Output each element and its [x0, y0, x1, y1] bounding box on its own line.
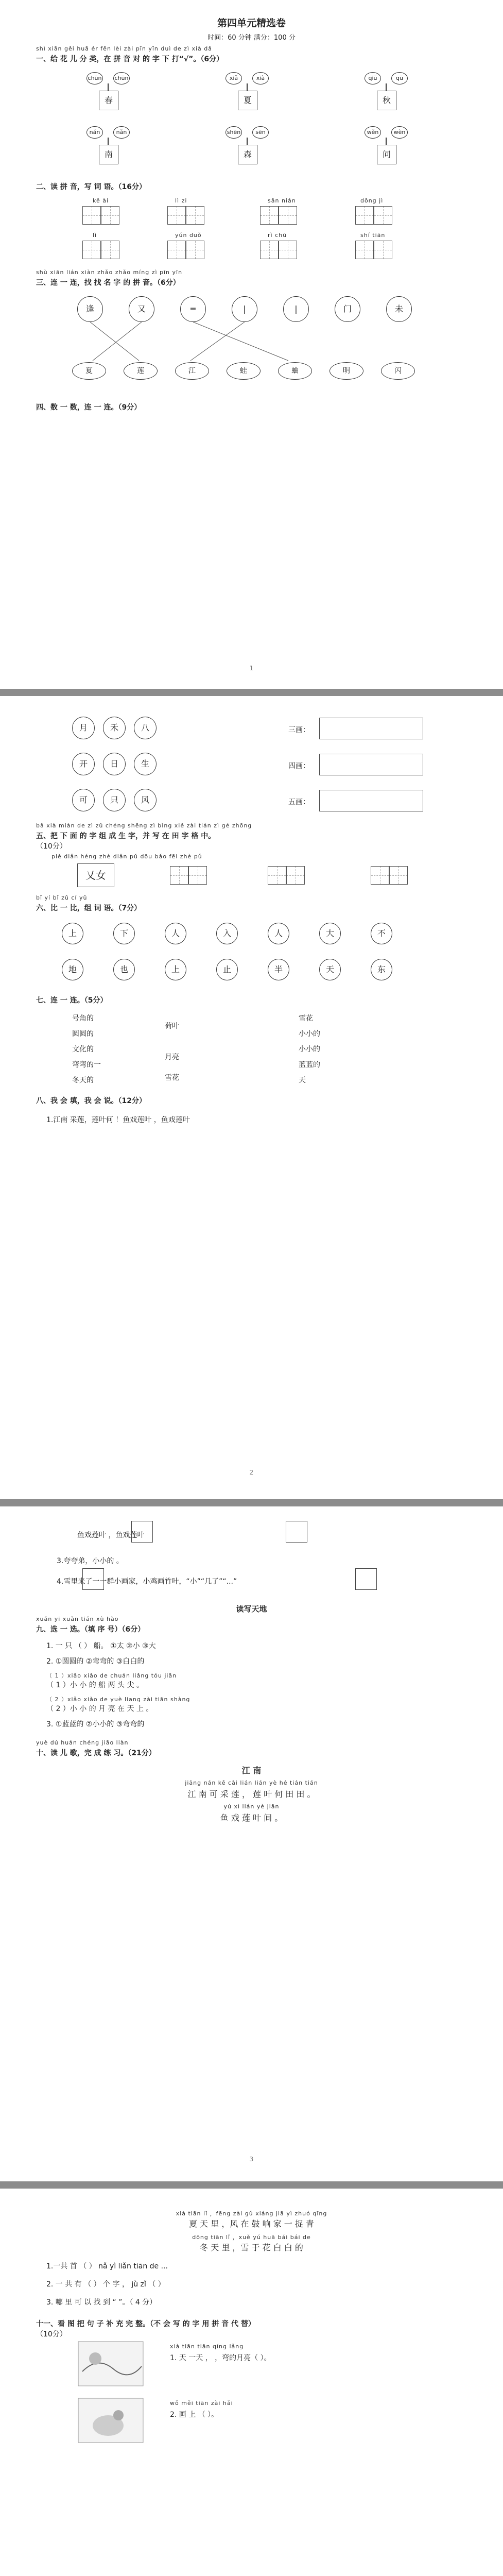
match-mid[interactable]: 雪花	[165, 1074, 179, 1082]
word-oval[interactable]: 夏	[72, 362, 106, 380]
answer-box[interactable]	[319, 718, 423, 739]
apple[interactable]: 风	[134, 789, 157, 811]
char-circle[interactable]: 未	[386, 296, 412, 322]
flower-char: 南	[99, 145, 118, 164]
apple: 上	[62, 923, 83, 944]
q1-prompt: 一、给 花 儿 分 类，在 拼 音 对 的 字 下 打“√”。（6分）	[36, 55, 224, 63]
q2-pinyin: yún duǒ	[175, 232, 202, 239]
q3-pinyin: shù xiān lián xiàn zhǎo zhǎo míng zì pīn yīn	[36, 269, 183, 276]
match-left[interactable]: 号角的	[72, 1014, 94, 1023]
q11-2-pinyin: wǒ měi tiān zài hǎi	[170, 2400, 233, 2406]
word-oval[interactable]: 莲	[124, 362, 158, 380]
apple[interactable]: 生	[134, 753, 157, 775]
q7-prompt: 七、连 一 连。（5分）	[36, 996, 108, 1005]
match-lines	[0, 0, 503, 392]
q2-pinyin: rì chū	[268, 232, 287, 239]
q2-pinyin: kě ài	[93, 197, 109, 204]
page-separator	[0, 689, 503, 696]
pinyin-option[interactable]: wèn	[391, 126, 408, 139]
writing-box[interactable]	[371, 866, 389, 885]
stroke-label: 三画：	[288, 726, 310, 734]
match-right[interactable]: 蓝蓝的	[299, 1061, 320, 1069]
match-mid[interactable]: 荷叶	[165, 1022, 179, 1030]
apple: 天	[319, 959, 341, 980]
match-left[interactable]: 冬天的	[72, 1076, 94, 1084]
q8-prompt: 八、我 会 填，我 会 说。（12分）	[36, 1097, 146, 1105]
flower-char: 夏	[238, 91, 257, 110]
q8-line3: 3.夸夸弟，小小的 。	[57, 1557, 124, 1565]
answer-box[interactable]	[355, 1568, 377, 1590]
answer-box[interactable]	[131, 1521, 153, 1543]
apple: 地	[62, 959, 83, 980]
answer-box[interactable]	[319, 790, 423, 811]
apple: 东	[371, 959, 392, 980]
q10-item: 1.一共 首 （ ） nǎ yì liǎn tiān de ...	[46, 2262, 168, 2270]
char-circle[interactable]: 门	[335, 296, 360, 322]
q4-prompt: 四、数 一 数，连 一 连。（9分）	[36, 403, 142, 412]
q10-prompt: 十、读 儿 歌，完 成 练 习。（21分）	[36, 1749, 156, 1757]
pinyin-option[interactable]: nán	[86, 126, 103, 139]
scene-picture-2	[77, 2397, 144, 2444]
word-oval[interactable]: 江	[175, 362, 209, 380]
exam-title: 第四单元精选卷	[217, 18, 286, 29]
writing-box[interactable]	[286, 866, 305, 885]
apple: 不	[371, 923, 392, 944]
q8-line2: 鱼戏莲叶 ，鱼戏莲叶	[77, 1531, 145, 1539]
q2-pinyin: dōng jì	[360, 197, 384, 204]
pinyin-option[interactable]: wěn	[365, 126, 381, 139]
apple: 上	[165, 959, 186, 980]
word-oval[interactable]: 蛐	[278, 362, 312, 380]
poem-pinyin: dōng tiān lǐ ，xuě yú huā bái bái de	[192, 2234, 311, 2241]
apple: 下	[113, 923, 135, 944]
q5-example-pinyin: piě diǎn héng zhè diǎn pǔ dōu bǎo fēi zhè pǔ	[51, 853, 202, 860]
match-right[interactable]: 小小的	[299, 1030, 320, 1038]
apple: 止	[216, 959, 238, 980]
answer-box[interactable]	[319, 754, 423, 775]
q9-item: （ 2 ）xiǎo xiǎo de yuè liang zài tiān shàng	[46, 1696, 190, 1703]
q11-2: 2. 画 上 （ ）。	[170, 2411, 219, 2419]
q5-pinyin: bǎ xià miàn de zì zǔ chéng shēng zì bìng xiě zài tián zì gé zhōng	[36, 822, 252, 829]
q2-prompt: 二、读 拼 音，写 词 语。（16分）	[36, 183, 146, 191]
apple: 人	[268, 923, 289, 944]
q2-pinyin: shí tiān	[360, 232, 386, 239]
answer-box[interactable]	[82, 1568, 104, 1590]
q3-prompt: 三、连 一 连，找 找 名 字 的 拼 音。（6分）	[36, 279, 180, 287]
pinyin-option[interactable]: shēn	[226, 126, 242, 139]
page-1	[0, 0, 503, 689]
word-oval[interactable]: 明	[329, 362, 363, 380]
q9-item: （ 1 ）小 小 的 船 两 头 尖 。	[46, 1681, 144, 1689]
match-right[interactable]: 雪花	[299, 1014, 313, 1023]
q6-prompt: 六、比 一 比，组 词 语。（7分）	[36, 904, 142, 912]
poem-pinyin: xià tiān lǐ ，fēng zài gǔ xiáng jiā yì zhuó qīng	[176, 2210, 327, 2217]
apple[interactable]: 禾	[103, 717, 126, 739]
exam-meta: 时间：60 分钟 满分：100 分	[207, 34, 296, 42]
q10-item: 2. 一 共 有 （ ） 个 字 ， jù zǐ （ ）	[46, 2280, 165, 2289]
q5-score: （10分）	[36, 842, 67, 851]
q11-score: （10分）	[36, 2330, 67, 2338]
match-mid[interactable]: 月亮	[165, 1053, 179, 1061]
flower-char: 森	[238, 145, 257, 164]
q9-pinyin: xuǎn yi xuǎn tián xù hào	[36, 1616, 119, 1622]
pinyin-option[interactable]: qiū	[365, 72, 381, 84]
q5-prompt: 五、把 下 面 的 字 组 成 生 字，并 写 在 田 字 格 中。	[36, 832, 216, 840]
poem-line: 鱼 戏 莲 叶 间 。	[220, 1813, 283, 1823]
apple: 半	[268, 959, 289, 980]
apple: 人	[165, 923, 186, 944]
page-number: 1	[249, 665, 254, 672]
pinyin-option[interactable]: xiǎ	[226, 72, 242, 84]
poem-title: 江 南	[241, 1766, 262, 1775]
pinyin-option[interactable]: nǎn	[113, 126, 130, 139]
apple[interactable]: 八	[134, 717, 157, 739]
page-separator	[0, 1499, 503, 1506]
q10-pinyin: yuè dú huán chéng jiāo liàn	[36, 1739, 129, 1746]
page-number: 2	[249, 1469, 254, 1476]
pinyin-option[interactable]: chūn	[86, 72, 103, 84]
apple[interactable]: 只	[103, 789, 126, 811]
q11-prompt: 十一、看 图 把 句 子 补 充 完 整。（不 会 写 的 字 用 拼 音 代 替）	[36, 2320, 255, 2328]
q9-item: 2. ①圆圆的 ②弯弯的 ③白白的	[46, 1657, 145, 1666]
poem-line: 冬 天 里 ，雪 于 花 白 白 的	[200, 2243, 303, 2252]
flower-char: 春	[99, 91, 118, 110]
char-circle[interactable]: 又	[129, 296, 154, 322]
pinyin-option[interactable]: xià	[252, 72, 269, 84]
match-right[interactable]: 天	[299, 1076, 306, 1084]
flower-char: 问	[377, 145, 396, 164]
page-4	[0, 2189, 503, 2576]
word-oval[interactable]: 闪	[381, 362, 415, 380]
q6-pinyin: bǐ yí bǐ zǔ cí yǔ	[36, 894, 88, 901]
q11-1-pinyin: xià tiān tiān qíng lǎng	[170, 2343, 244, 2350]
q1-pinyin: shì xiān gěi huā ér fēn lèi zài pīn yīn duì de zì xià dǎ	[36, 45, 212, 52]
apple[interactable]: 开	[72, 753, 95, 775]
match-left[interactable]: 文化的	[72, 1045, 94, 1054]
match-left[interactable]: 弯弯的一	[72, 1061, 101, 1069]
pinyin-option[interactable]: sēn	[252, 126, 269, 139]
pinyin-option[interactable]: chūn	[113, 72, 130, 84]
char-circle[interactable]: |	[283, 296, 309, 322]
apple[interactable]: 月	[72, 717, 95, 739]
page-separator	[0, 2181, 503, 2189]
answer-box[interactable]	[286, 1521, 307, 1543]
match-left[interactable]: 圆圆的	[72, 1030, 94, 1038]
poem-pinyin: yú xì lián yè jiān	[223, 1803, 280, 1810]
q10-item: 3. 哪 里 可 以 找 到 “ ”。（ 4 分）	[46, 2298, 157, 2307]
stroke-label: 五画：	[288, 798, 310, 806]
writing-box[interactable]	[268, 866, 286, 885]
char-circle[interactable]: =	[180, 296, 206, 322]
stroke-label: 四画：	[288, 762, 310, 770]
match-right[interactable]: 小小的	[299, 1045, 320, 1054]
example-char: 女	[96, 869, 106, 882]
example-char: 乂	[85, 869, 96, 882]
apple: 入	[216, 923, 238, 944]
q9-item: 3. ①蓝蓝的 ②小小的 ③弯弯的	[46, 1720, 145, 1728]
example-box	[77, 863, 114, 887]
page-3	[0, 1506, 503, 2181]
page-2	[0, 696, 503, 1499]
writing-box[interactable]	[389, 866, 408, 885]
flower-char: 秋	[377, 91, 396, 110]
writing-box[interactable]	[170, 866, 188, 885]
q9-prompt: 九、选 一 选。（填 序 号）（6分）	[36, 1625, 145, 1634]
writing-box[interactable]	[188, 866, 207, 885]
q9-item: （ 2 ）小 小 的 月 亮 在 天 上 。	[46, 1705, 153, 1713]
q8-line: 1.江南 采莲，莲叶何 ！鱼戏莲叶 ，鱼戏莲叶	[46, 1116, 190, 1124]
pinyin-option[interactable]: qū	[391, 72, 408, 84]
page-number: 3	[249, 2156, 254, 2163]
apple[interactable]: 日	[103, 753, 126, 775]
q8-line4: 4.雪里来了一一群小画家，小鸡画竹叶，“小”“几了”“...”	[57, 1578, 237, 1586]
char-circle[interactable]: 逢	[77, 296, 103, 322]
q2-pinyin: lì	[93, 232, 97, 239]
q9-item: （ 1 ）xiǎo xiǎo de chuán liǎng tóu jiān	[46, 1672, 177, 1679]
q2-pinyin: lì zi	[175, 197, 187, 204]
q11-1: 1. 天 一天 ， ，弯的月亮（ ）。	[170, 2354, 271, 2362]
word-oval[interactable]: 蛙	[227, 362, 261, 380]
poem-line: 江 南 可 采 莲 ， 莲 叶 何 田 田 。	[187, 1789, 316, 1799]
apple: 大	[319, 923, 341, 944]
q2-pinyin: sān nián	[268, 197, 296, 204]
scene-picture-1	[77, 2341, 144, 2387]
char-circle[interactable]: |	[232, 296, 257, 322]
apple: 也	[113, 959, 135, 980]
poem-line: 夏 天 里 ，风 在 鼓 响 家 一 捉 青	[189, 2219, 314, 2229]
section-heading: 读写天地	[236, 1604, 267, 1614]
poem-pinyin: jiāng nán kě cǎi lián lián yè hé tián tián	[185, 1780, 318, 1786]
apple[interactable]: 可	[72, 789, 95, 811]
q9-item: 1. 一 只 （ ） 船。 ①太 ②小 ③大	[46, 1642, 156, 1650]
